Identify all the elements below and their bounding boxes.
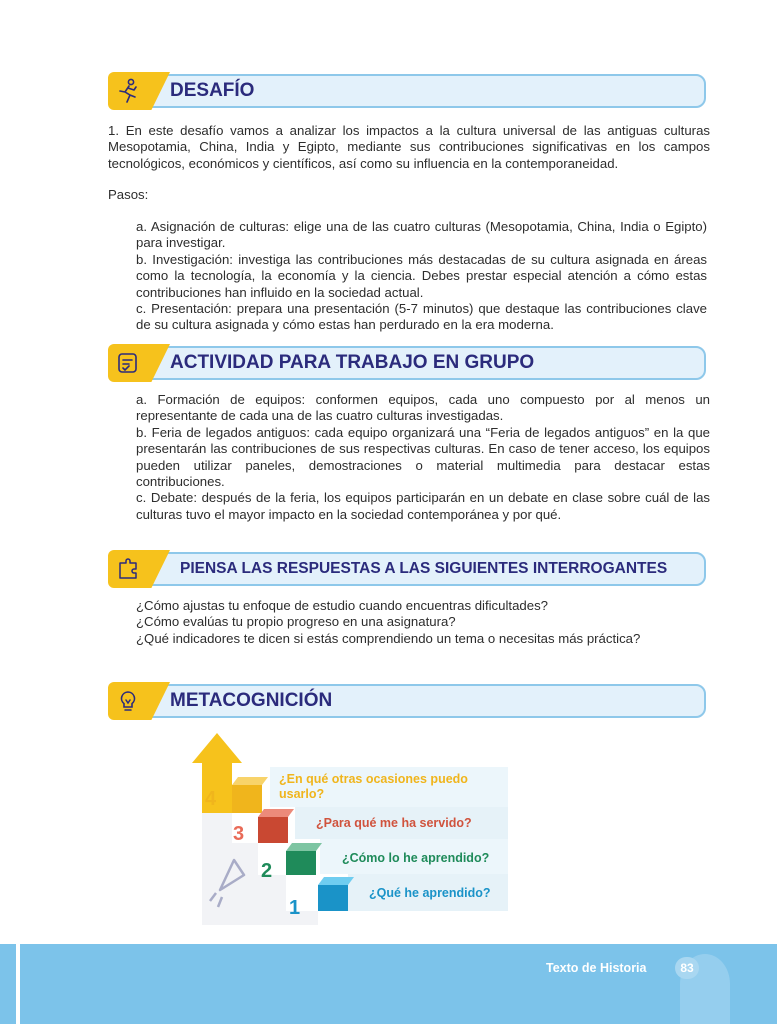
stair-label-1: ¿Qué he aprendido? <box>369 886 491 900</box>
page-footer <box>0 944 777 1024</box>
svg-text:1: 1 <box>289 897 301 919</box>
desafio-header <box>108 72 706 110</box>
section-title: PIENSA LAS RESPUESTAS A LAS SIGUIENTES INTERROGANTES <box>180 560 668 577</box>
grupo-items <box>136 392 710 523</box>
svg-text:4: 4 <box>205 788 217 810</box>
activity-item: c. Debate: después de la feria, los equipos participarán en un debate en clase sobre cuál de las culturas tuvo el mayor impacto en la sociedad contemporánea y por qué. <box>136 490 710 522</box>
question-item: ¿Cómo ajustas tu enfoque de estudio cuando encuentras dificultades? <box>136 598 549 613</box>
desafio-steps <box>136 219 707 334</box>
checklist-icon <box>114 349 142 377</box>
stair-label-3: ¿Para qué me ha servido? <box>316 816 472 830</box>
stair-label-4: ¿En qué otras ocasiones puedo usarlo? <box>279 772 468 801</box>
step-item: a. Asignación de culturas: elige una de las cuatro culturas (Mesopotamia, China, India o Egipto) para investigar. <box>136 219 707 251</box>
activity-item: b. Feria de legados antiguos: cada equipo organizará una “Feria de legados antiguos” en la que presentarán las contribuciones de sus respectivas culturas. En caso de tener acceso, los equipos pueden utilizar paneles, demostraciones o material multimedia para destacar estas contribuciones. <box>136 424 710 490</box>
activity-item: a. Formación de equipos: conformen equipos, cada uno compuesto por al menos un representante de cada una de las cuatro culturas investigadas. <box>136 392 710 424</box>
lightbulb-icon <box>114 687 142 715</box>
piensa-header <box>108 550 706 588</box>
section-title: METACOGNICIÓN <box>170 690 333 711</box>
steps-label: Pasos: <box>108 187 149 202</box>
piensa-questions <box>136 598 710 647</box>
step-item: b. Investigación: investiga las contribuciones más destacadas de su cultura asignada en áreas como la tecnología, la economía y la ciencia. Debes prestar especial atención a cómo estas contribuciones han influido en la sociedad actual. <box>136 251 707 300</box>
section-title: ACTIVIDAD PARA TRABAJO EN GRUPO <box>170 352 535 373</box>
section-title: DESAFÍO <box>170 80 255 101</box>
stair-label-2: ¿Cómo lo he aprendido? <box>342 851 490 865</box>
svg-text:2: 2 <box>261 860 273 882</box>
page-number: 83 <box>675 957 699 979</box>
book-title: Texto de Historia <box>546 961 647 975</box>
desafio-intro: 1. En este desafío vamos a analizar los impactos a la cultura universal de las antiguas culturas Mesopotamia, China, India y Egipto, mediante sus contribuciones significativas en los campos tecnológicos, económicos y científicos, así como su influencia en la contemporaneidad. <box>108 123 710 171</box>
footer-stripe <box>16 944 20 1024</box>
puzzle-icon <box>114 555 142 583</box>
metacognicion-header <box>108 682 706 720</box>
running-person-icon <box>114 77 142 105</box>
rocket-watermark-icon <box>650 944 750 1024</box>
question-item: ¿Cómo evalúas tu propio progreso en una asignatura? <box>136 614 456 630</box>
svg-text:3: 3 <box>233 823 245 845</box>
grupo-header <box>108 344 706 382</box>
question-item: ¿Qué indicadores te dicen si estás comprendiendo un tema o necesitas más práctica? <box>136 630 641 646</box>
step-item: c. Presentación: prepara una presentación (5-7 minutos) que destaque las contribuciones clave de su cultura asignada y cómo estas han perdurado en la era moderna. <box>136 301 707 333</box>
